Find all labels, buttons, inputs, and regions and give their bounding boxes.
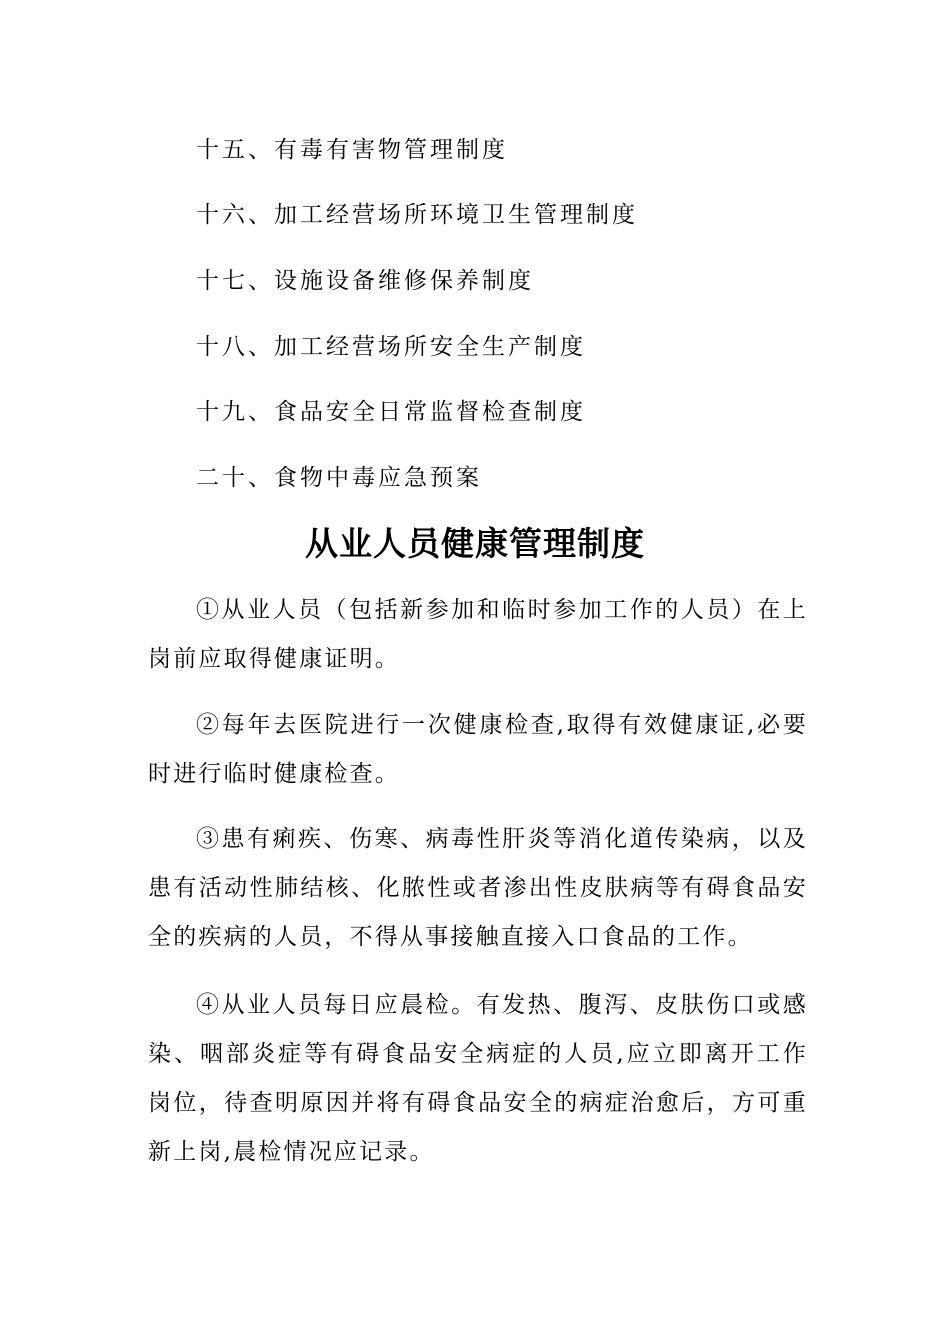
toc-item-19: 十九、食品安全日常监督检查制度 bbox=[196, 399, 586, 425]
toc-item-18: 十八、加工经营场所安全生产制度 bbox=[196, 334, 586, 360]
paragraph-1: ①从业人员（包括新参加和临时参加工作的人员）在上岗前应取得健康证明。 bbox=[148, 597, 808, 672]
paragraph-2: ②每年去医院进行一次健康检查,取得有效健康证,必要时进行临时健康检查。 bbox=[148, 712, 808, 787]
toc-item-15: 十五、有毒有害物管理制度 bbox=[196, 137, 508, 163]
toc-item-20: 二十、食物中毒应急预案 bbox=[196, 465, 482, 491]
paragraph-3: ③患有痢疾、伤寒、病毒性肝炎等消化道传染病，以及患有活动性肺结核、化脓性或者渗出性皮肤病等有碍食品安全的疾病的人员，不得从事接触直接入口食品的工作。 bbox=[148, 826, 808, 950]
toc-item-16: 十六、加工经营场所环境卫生管理制度 bbox=[196, 202, 638, 228]
paragraph-4: ④从业人员每日应晨检。有发热、腹泻、皮肤伤口或感染、咽部炎症等有碍食品安全病症的人员,应立即离开工作岗位，待查明原因并将有碍食品安全的病症治愈后，方可重新上岗,晨检情况应记录。 bbox=[148, 992, 808, 1165]
section-title: 从业人员健康管理制度 bbox=[305, 524, 645, 563]
toc-item-17: 十七、设施设备维修保养制度 bbox=[196, 268, 534, 294]
